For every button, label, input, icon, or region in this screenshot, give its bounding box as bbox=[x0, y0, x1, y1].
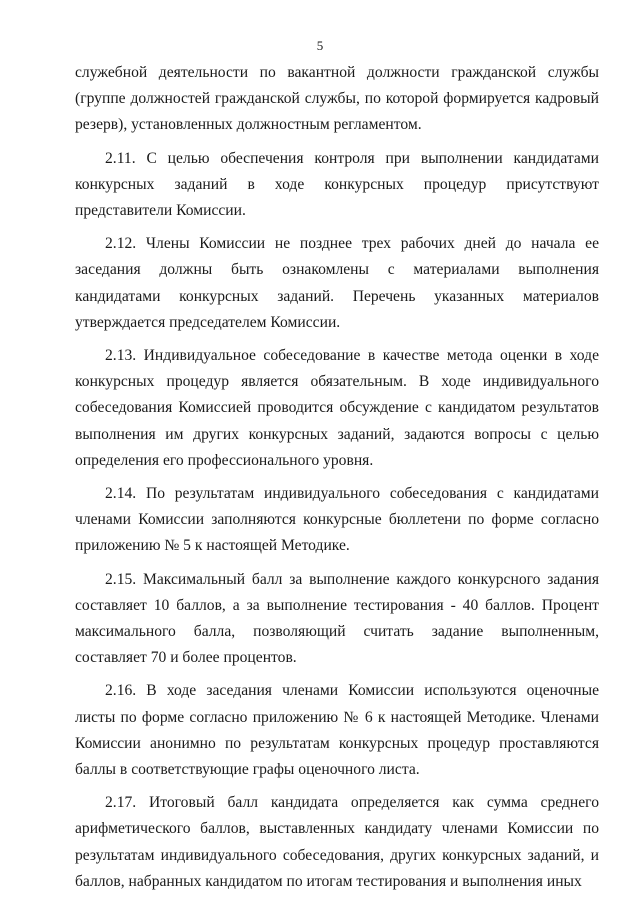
document-body bbox=[75, 60, 599, 902]
paragraph-2-15: 2.15. Максимальный балл за выполнение каждого конкурсного задания составляет 10 баллов, а за выполнение тестирования - 40 баллов. Процент максимального балла, позволяющий считать задание выполненным, составляет 70 и более процентов. bbox=[75, 570, 599, 667]
paragraph-continuation: служебной деятельности по вакантной должности гражданской службы (группе должностей гражданской службы, по которой формируется кадровый резерв), установленных должностным регламентом. bbox=[75, 64, 599, 134]
paragraph-2-14: 2.14. По результатам индивидуального собеседования с кандидатами членами Комиссии заполняются конкурсные бюллетени по форме согласно приложению № 5 к настоящей Методике. bbox=[75, 485, 599, 555]
page-number: 5 bbox=[316, 38, 324, 53]
paragraph-2-16: 2.16. В ходе заседания членами Комиссии используются оценочные листы по форме согласно приложению № 6 к настоящей Методике. Членами Комиссии анонимно по результатам конкурсных процедур проставляются баллы в соответствующие графы оценочного листа. bbox=[75, 682, 599, 779]
paragraph-2-11: 2.11. С целью обеспечения контроля при выполнении кандидатами конкурсных заданий в ходе конкурсных процедур присутствуют представители Комиссии. bbox=[75, 149, 599, 220]
paragraph-2-17: 2.17. Итоговый балл кандидата определяется как сумма среднего арифметического баллов, выставленных кандидату членами Комиссии по результатам индивидуального собеседования, других конкурсных заданий, и баллов, набранных кандидатом по итогам тестирования и выполнения иных bbox=[75, 794, 599, 890]
paragraph-2-12: 2.12. Члены Комиссии не позднее трех рабочих дней до начала ее заседания должны быть ознакомлены с материалами выполнения кандидатами конкурсных заданий. Перечень указанных материалов утверждается председателем Комиссии. bbox=[75, 235, 599, 331]
paragraph-2-13: 2.13. Индивидуальное собеседование в качестве метода оценки в ходе конкурсных процедур является обязательным. В ходе индивидуального собеседования Комиссией проводится обсуждение с кандидатом результатов выполнения им других конкурсных заданий, задаются вопросы с целью определения его профессионального уровня. bbox=[75, 347, 599, 469]
